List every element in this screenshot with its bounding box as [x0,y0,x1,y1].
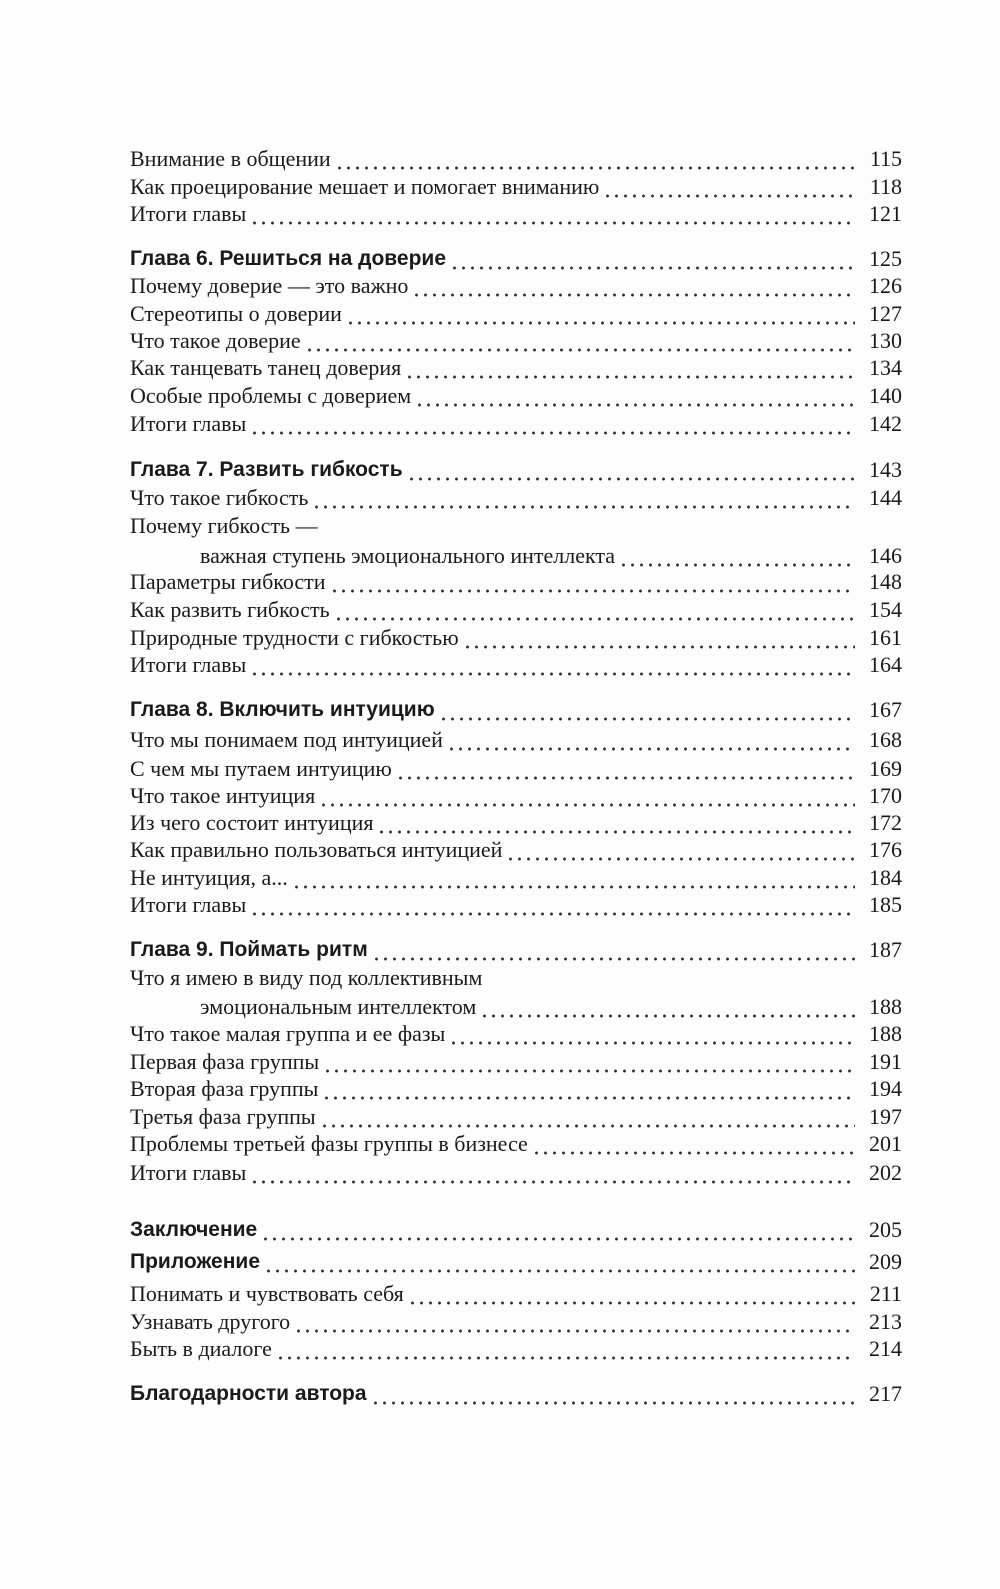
toc-page-number: 213 [869,1309,902,1334]
dot-leader [407,458,855,482]
toc-entry [130,1155,902,1185]
dot-leader [261,1218,855,1242]
toc-entry-title: Первая фаза группы [130,1049,320,1074]
toc-entry-title: Стереотипы о доверии [130,301,342,326]
toc-page-number: 126 [869,273,902,298]
dot-leader [532,1132,855,1156]
toc-entry-title: Проблемы третьей фазы группы в бизнесе [130,1131,528,1156]
toc-page-number: 161 [869,625,902,650]
toc-entry [130,141,902,171]
dot-leader [335,147,855,171]
toc-page-number: 185 [869,892,902,917]
toc-page-number: 168 [869,727,902,752]
toc-entry [130,378,902,408]
toc-entry-title: Итоги главы [130,892,247,917]
toc-entry [130,350,902,380]
toc-chapter-entry [130,1376,902,1406]
toc-page-number: 125 [869,246,902,271]
toc-entry-title: Из чего состоит интуиция [130,810,374,835]
toc-entry [130,1044,902,1074]
toc-entry-title: Что такое интуиция [130,783,316,808]
toc-page-number: 202 [869,1160,902,1185]
toc-entry-title: Параметры гибкости [130,569,326,594]
toc-entry [130,1016,902,1046]
toc-entry-title: Глава 9. Поймать ритм [130,938,368,961]
toc-page-number: 172 [869,810,902,835]
toc-entry-title: Заключение [130,1218,258,1241]
toc-entry-title: Природные трудности с гибкостью [130,625,459,650]
toc-page-number: 211 [869,1281,902,1306]
toc-page-number: 201 [869,1131,902,1156]
toc-entry-title: Как проецирование мешает и помогает вниманию [130,174,600,199]
toc-entry-title: С чем мы путаем интуицию [130,756,392,781]
toc-entry-title: Как танцевать танец доверия [130,355,402,380]
dot-leader [250,202,855,226]
toc-entry [130,592,902,622]
toc-page-number: 194 [869,1076,902,1101]
toc-entry-title: Не интуиция, а... [130,865,288,890]
toc-entry [130,887,902,917]
toc-chapter-entry [130,241,902,271]
toc-page-number: 130 [869,328,902,353]
toc-entry [130,778,902,808]
toc-page-number: 134 [869,355,902,380]
toc-entry [130,406,902,436]
dot-leader [415,384,855,408]
toc-page-number: 118 [869,174,902,199]
dot-leader [506,838,855,862]
toc-page-number: 148 [869,569,902,594]
toc-page-number: 146 [869,543,902,568]
toc-entry-title: Приложение [130,1250,261,1273]
toc-entry [130,296,902,326]
toc-entry [130,989,902,1019]
toc-entry-title: Что такое доверие [130,328,301,353]
toc-page-number: 188 [869,1021,902,1046]
dot-leader [408,1282,855,1306]
toc-page-number: 169 [869,756,902,781]
toc-page-number: 167 [869,697,902,722]
toc-chapter-entry [130,1244,902,1274]
toc-page-number: 164 [869,652,902,677]
dot-leader [372,938,855,962]
toc-page-number: 144 [869,485,902,510]
dot-leader [449,1022,855,1046]
toc-chapter-entry [130,692,902,722]
toc-page-number: 205 [869,1217,902,1242]
dot-leader [322,1077,855,1101]
toc-entry [130,960,902,990]
toc-entry [130,647,902,677]
dot-leader [250,653,855,677]
toc-entry-title: Внимание в общении [130,146,331,171]
toc-page-number: 115 [869,146,902,171]
toc-entry [130,1071,902,1101]
toc-entry [130,1276,902,1306]
toc-page-number: 140 [869,383,902,408]
dot-leader [334,598,855,622]
toc-page-number: 209 [869,1249,902,1274]
toc-entry [130,860,902,890]
toc-entry [130,832,902,862]
toc-page-number: 154 [869,597,902,622]
toc-page-number: 143 [869,457,902,482]
toc-entry-title: Итоги главы [130,411,247,436]
toc-entry-title: Итоги главы [130,652,247,677]
toc-entry-title: Третья фаза группы [130,1104,316,1129]
toc-entry-title: Быть в диалоге [130,1336,272,1361]
toc-entry-title: эмоциональным интеллектом [200,994,477,1019]
toc-chapter-entry [130,452,902,482]
toc-entry-title: Что такое малая группа и ее фазы [130,1021,446,1046]
toc-entry-title: Что такое гибкость [130,485,309,510]
toc-page-number: 214 [869,1336,902,1361]
toc-page-number: 176 [869,837,902,862]
dot-leader [250,412,855,436]
toc-entry [130,620,902,650]
toc-entry [130,1099,902,1129]
dot-leader [250,893,855,917]
toc-page-number: 191 [869,1049,902,1074]
toc-entry-title: Глава 6. Решиться на доверие [130,247,446,270]
toc-entry-title: Глава 7. Развить гибкость [130,458,403,481]
toc-page-number: 142 [869,411,902,436]
toc-entry-title: Понимать и чувствовать себя [130,1281,404,1306]
toc-entry-title: Как правильно пользоваться интуицией [130,837,503,862]
dot-leader [330,570,855,594]
dot-leader [276,1337,855,1361]
toc-entry-title: важная ступень эмоционального интеллекта [200,543,616,568]
dot-leader [250,1161,855,1185]
toc-page-number: 127 [869,301,902,326]
toc-entry-title: Итоги главы [130,1160,247,1185]
toc-entry [130,196,902,226]
toc-chapter-entry [130,932,902,962]
toc-entry [130,169,902,199]
toc-entry [130,508,902,538]
dot-leader [264,1250,855,1274]
toc-entry [130,323,902,353]
toc-page-number: 170 [869,783,902,808]
toc-entry [130,722,902,752]
toc-entry [130,480,902,510]
toc-page-number: 184 [869,865,902,890]
dot-leader [312,486,855,510]
dot-leader [405,356,855,380]
toc-entry [130,751,902,781]
dot-leader [439,698,855,722]
dot-leader [447,728,855,752]
toc-page-number: 197 [869,1104,902,1129]
toc-chapter-entry [130,1212,902,1242]
toc-entry [130,805,902,835]
toc-page-number: 121 [869,201,902,226]
toc-entry-title: Итоги главы [130,201,247,226]
toc-entry [130,1304,902,1334]
toc-entry [130,1331,902,1361]
toc-page-number: 187 [869,937,902,962]
toc-entry-title: Узнавать другого [130,1309,291,1334]
toc-page-number: 217 [869,1381,902,1406]
toc-entry-title: Вторая фаза группы [130,1076,319,1101]
toc-entry-title: Особые проблемы с доверием [130,383,412,408]
toc-entry-title: Благодарности автора [130,1382,367,1405]
dot-leader [412,274,855,298]
toc-entry [130,1126,902,1156]
toc-entry-title: Как развить гибкость [130,597,330,622]
toc-entry-title: Что мы понимаем под интуицией [130,727,443,752]
dot-leader [371,1382,855,1406]
toc-entry [130,564,902,594]
toc-entry-title: Глава 8. Включить интуицию [130,698,435,721]
toc-entry-title: Что я имею в виду под коллективным [130,965,483,990]
toc-entry-title: Почему доверие — это важно [130,273,409,298]
toc-page-number: 188 [869,994,902,1019]
toc-entry-title: Почему гибкость — [130,513,318,538]
toc-entry [130,268,902,298]
